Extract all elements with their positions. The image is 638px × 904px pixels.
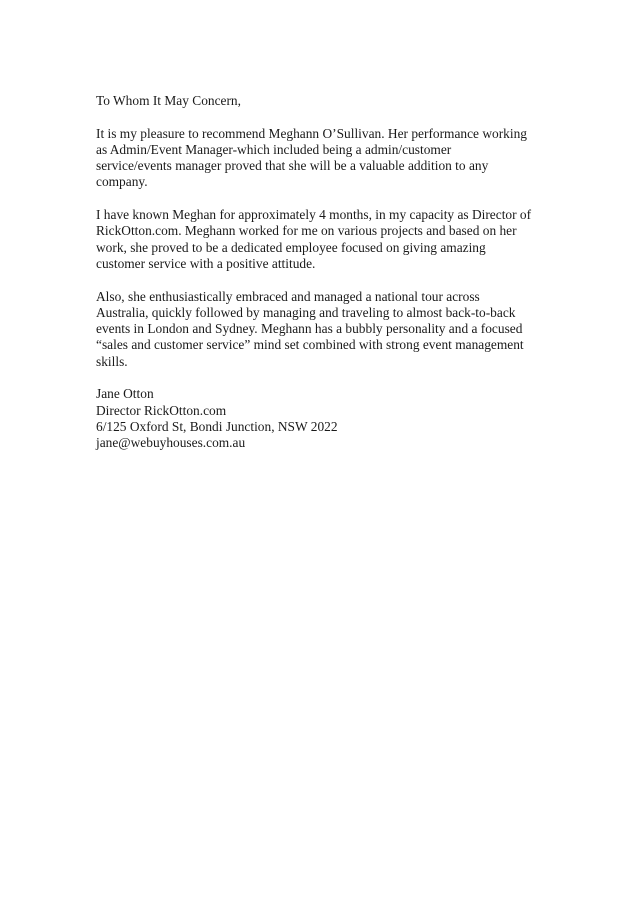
paragraph-line: Also, she enthusiastically embraced and managed a national tour across <box>96 288 480 304</box>
signature-address: 6/125 Oxford St, Bondi Junction, NSW 2022 <box>96 418 338 434</box>
paragraph-spacer <box>96 109 546 125</box>
signature-title: Director RickOtton.com <box>96 402 227 418</box>
paragraph-achievements <box>96 289 546 370</box>
paragraph-line: It is my pleasure to recommend Meghann O’Sullivan. Her performance working <box>96 125 527 141</box>
paragraph-spacer <box>96 370 546 386</box>
salutation: To Whom It May Concern, <box>96 93 241 108</box>
paragraph-line: skills. <box>96 353 128 369</box>
paragraph-spacer <box>96 191 546 207</box>
paragraph-line: I have known Meghan for approximately 4 months, in my capacity as Director of <box>96 207 532 223</box>
paragraph-line: RickOtton.com. Meghann worked for me on various projects and based on her <box>96 223 517 239</box>
paragraph-line: service/events manager proved that she will be a valuable addition to any <box>96 158 489 174</box>
paragraph-line: Australia, quickly followed by managing and traveling to almost back-to-back <box>96 304 516 320</box>
paragraph-spacer <box>96 272 546 288</box>
paragraph-line: customer service with a positive attitude. <box>96 255 316 271</box>
signature-name: Jane Otton <box>96 386 154 402</box>
paragraph-line: work, she proved to be a dedicated employee focused on giving amazing <box>96 239 486 255</box>
paragraph-line: company. <box>96 174 148 190</box>
signature-email: jane@webuyhouses.com.au <box>96 435 246 451</box>
paragraph-experience <box>96 207 546 272</box>
paragraph-line: as Admin/Event Manager-which included being a admin/customer <box>96 141 452 157</box>
recommendation-letter <box>96 93 546 452</box>
paragraph-line: events in London and Sydney. Meghann has a bubbly personality and a focused <box>96 321 523 337</box>
signature-block <box>96 386 546 451</box>
paragraph-recommendation <box>96 126 546 191</box>
paragraph-line: “sales and customer service” mind set combined with strong event management <box>96 337 524 353</box>
